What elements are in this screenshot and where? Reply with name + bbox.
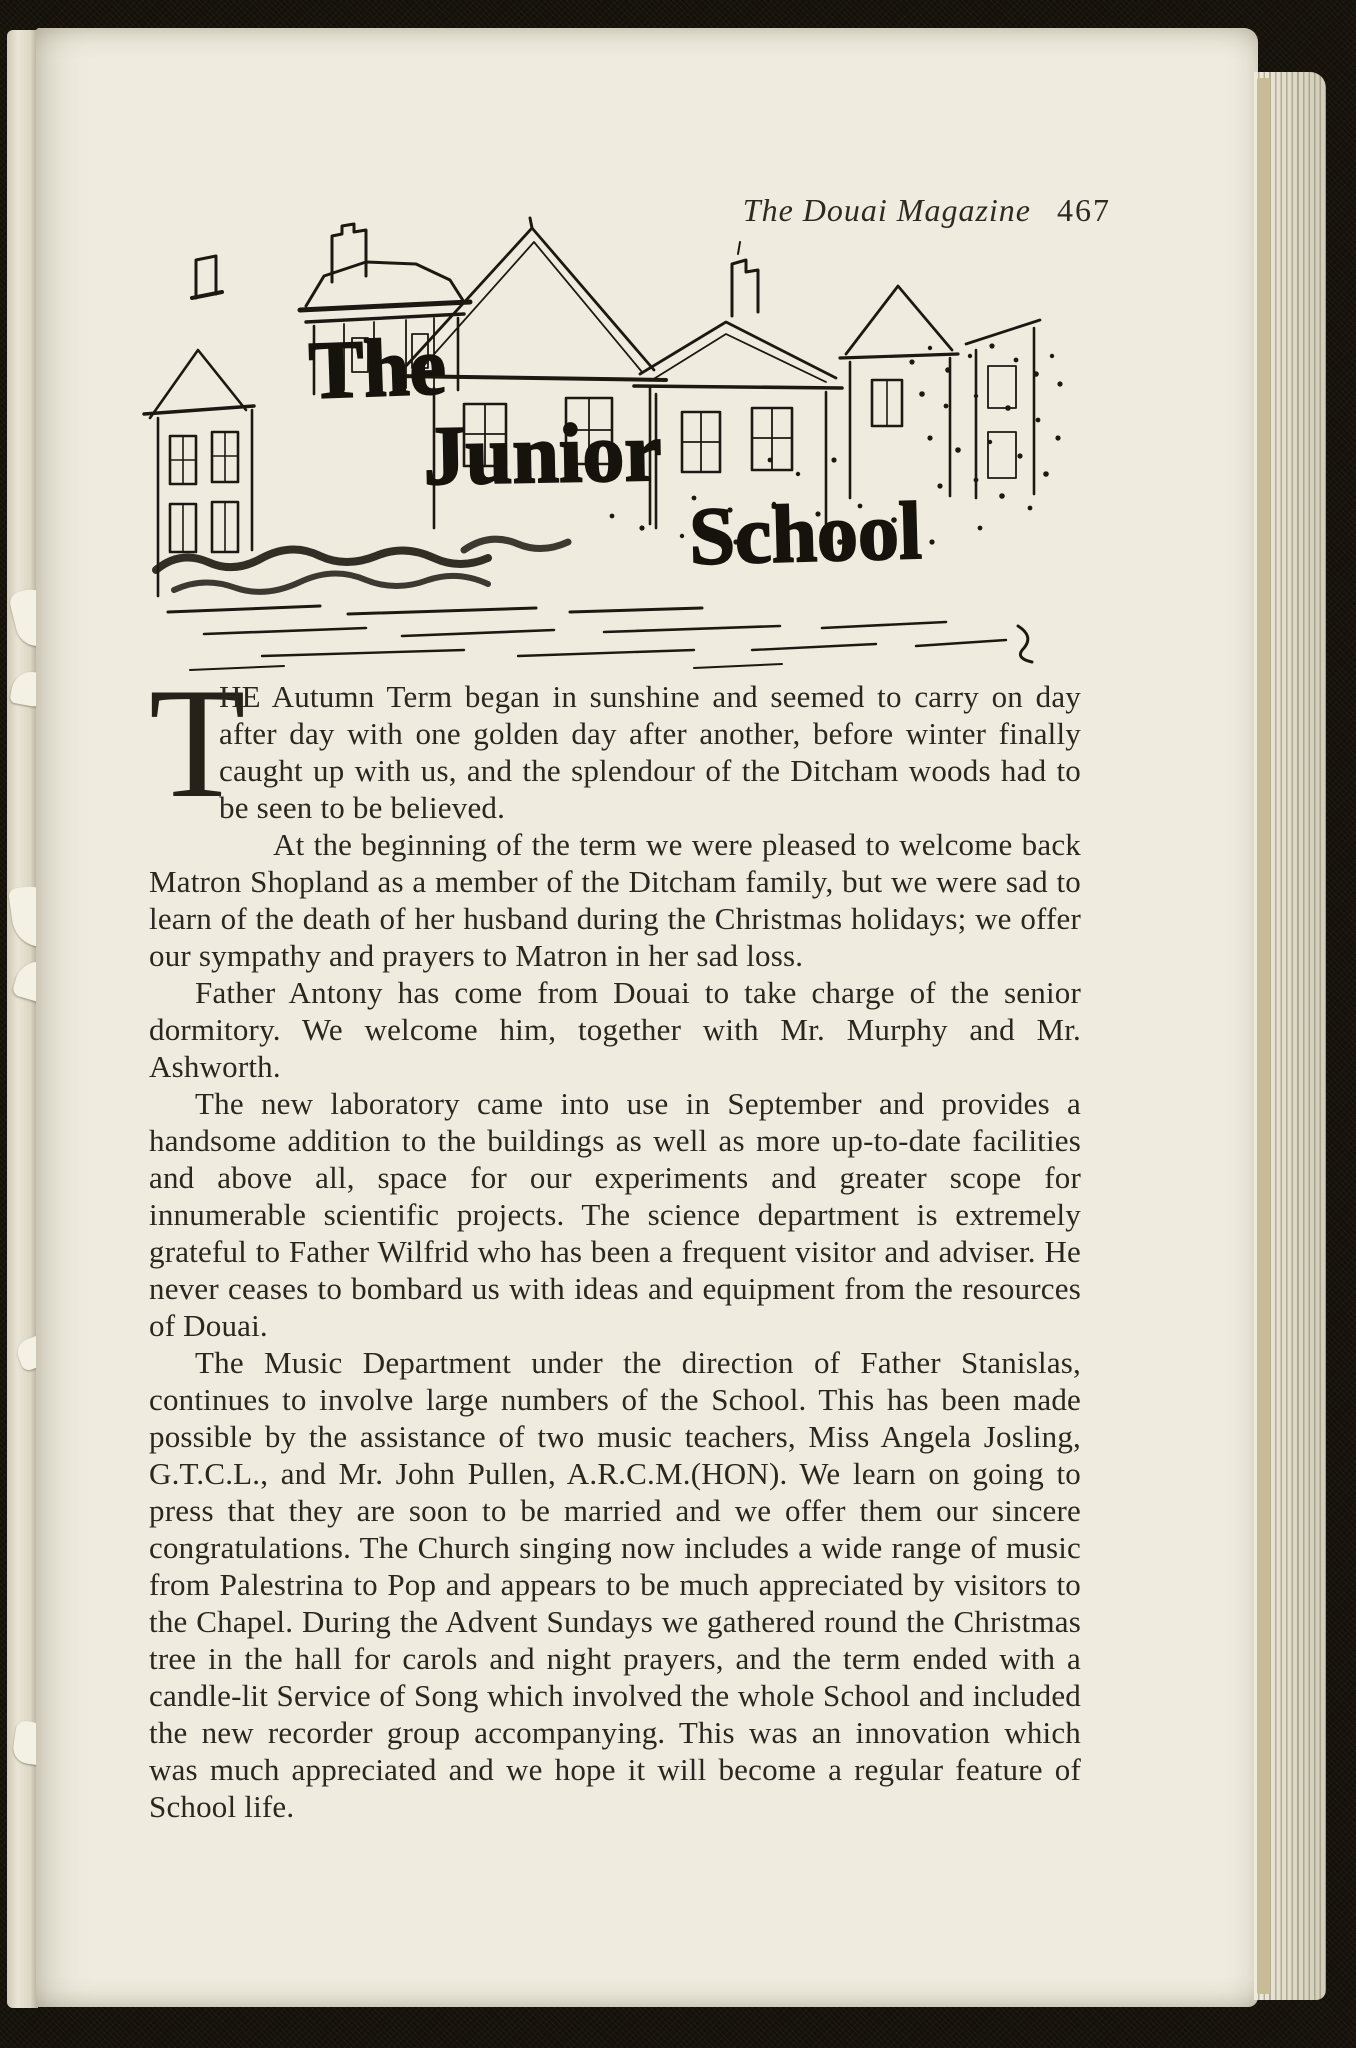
- illustration-title-word-school: School: [688, 484, 923, 582]
- page-gutter-edge: [7, 30, 38, 2008]
- illustration-title-word-the: The: [307, 320, 448, 416]
- article-paragraph: The Music Department under the direction of Father Stanislas, continues to involve large numbers of the School. This has been made possible by the assistance of two music teachers, Miss Angela Josling, G.T.C.L., and Mr. John Pullen, A.R.C.M.(HON). We learn on going to press that they are soon to be married and we offer them our sincere congratulations. The Church singing now includes a wide range of music from Palestrina to Pop and appears to be much appreciated by visitors to the Chapel. During the Advent Sundays we gathered round the Christmas tree in the hall for carols and night prayers, and the term ended with a candle-lit Service of Song which involved the whole School and included the new recorder group accompanying. This was an innovation which was much appreciated and we hope it will become a regular feature of School life.: [149, 1345, 1081, 1824]
- school-illustration: [134, 198, 1074, 676]
- page-number: 467: [1057, 192, 1111, 228]
- drop-cap: T: [149, 656, 246, 831]
- paragraph-text: HE Autumn Term began in sunshine and seemed to carry on day after day with one golden day after another, before winter finally caught up with us, and the splendour of the Ditcham woods had to be seen to be believed.: [219, 679, 1081, 825]
- illustration-title-word-junior: Junior: [422, 405, 663, 503]
- fore-edge-tan-strip: [1257, 78, 1270, 1994]
- article-paragraph: The new laboratory came into use in September and provides a handsome addition to the buildings as well as more up-to-date facilities and above all, space for our experiments and greater scope for innumerable scientific projects. The science department is extremely grateful to Father Wilfrid who has been a frequent visitor and adviser. He never ceases to bombard us with ideas and equipment from the resources of Douai.: [149, 1086, 1081, 1343]
- journal-title: The Douai Magazine: [742, 192, 1031, 228]
- article-paragraph: Father Antony has come from Douai to take charge of the senior dormitory. We welcome him, together with Mr. Murphy and Mr. Ashworth.: [149, 975, 1081, 1084]
- article-body: [149, 656, 1081, 1825]
- article-paragraph: At the beginning of the term we were pleased to welcome back Matron Shopland as a member of the Ditcham family, but we were sad to learn of the death of her husband during the Christmas holidays; we offer our sympathy and prayers to Matron in her sad loss.: [149, 827, 1081, 973]
- article-paragraph: [149, 656, 1081, 831]
